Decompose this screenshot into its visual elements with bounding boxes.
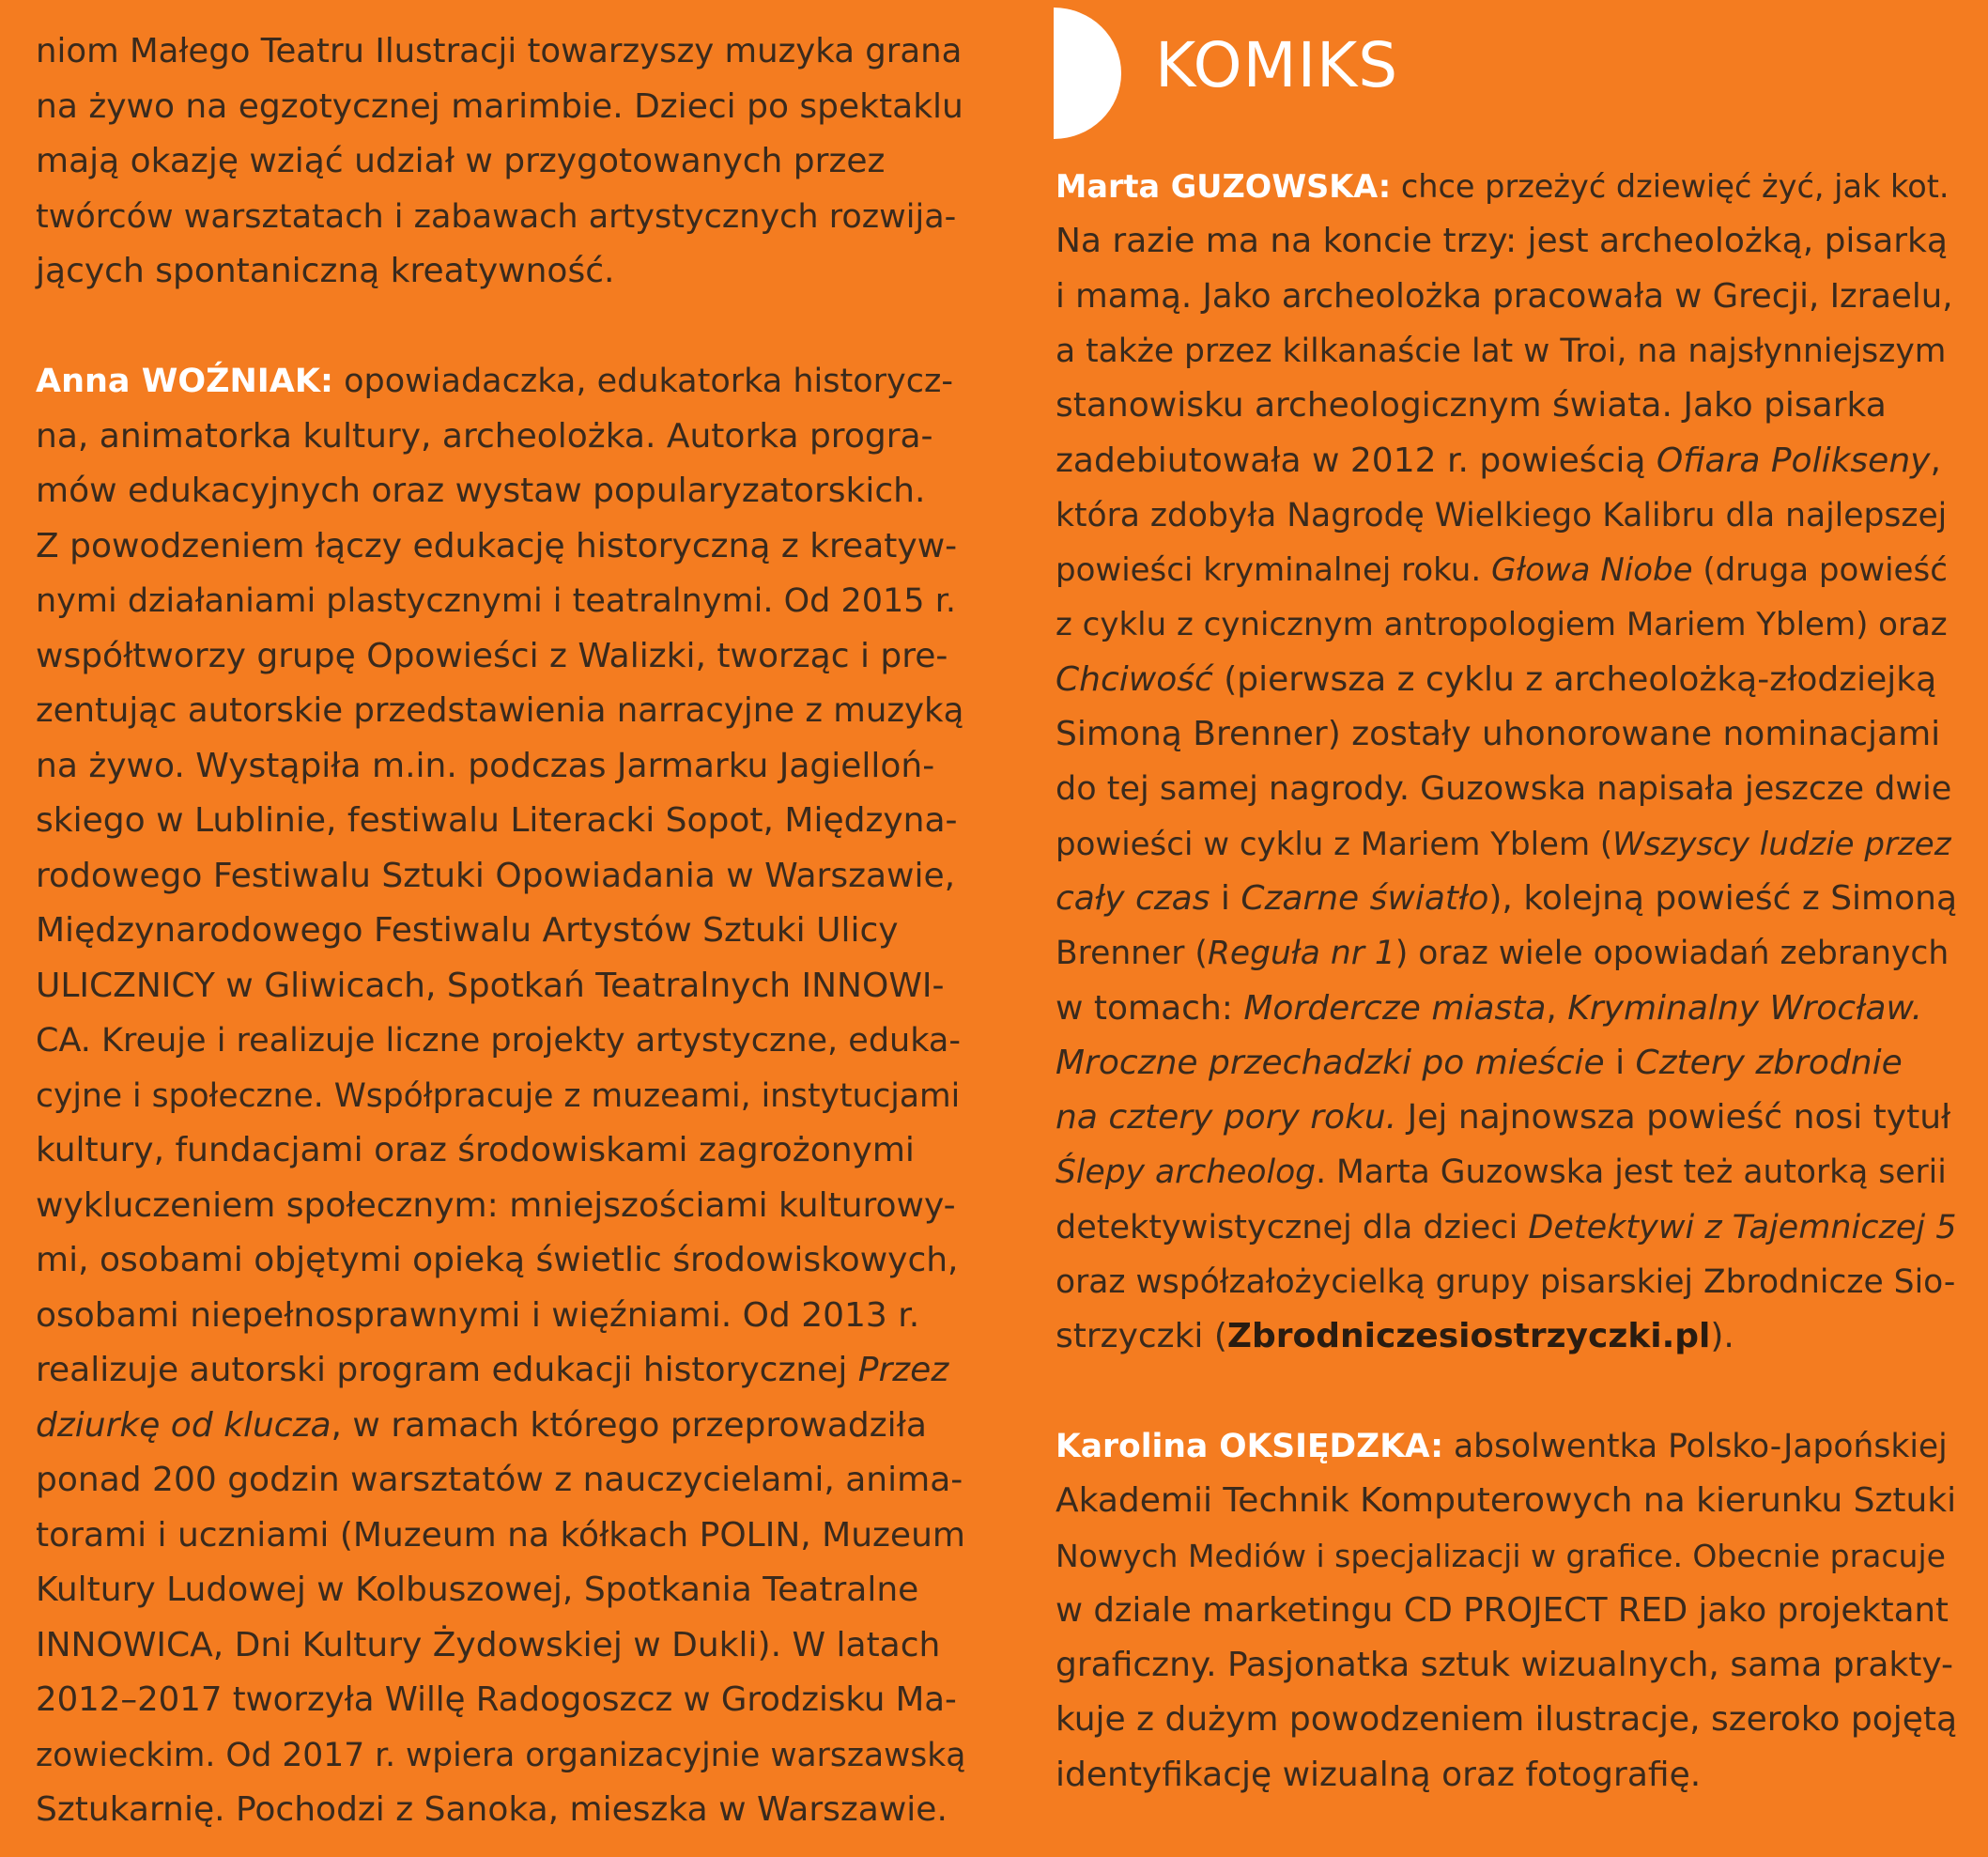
text-run: na żywo. Wystąpiła m.in. podczas Jarmarku Jagielloń-: [36, 746, 935, 785]
text-line: [36, 959, 945, 1014]
text-run: a także przez kilkanaście lat w Troi, na najsłynniejszym: [1056, 332, 1947, 370]
text-run: i: [1210, 878, 1241, 918]
text-run: strzyczki (: [1056, 1317, 1227, 1356]
text-run: Międzynarodowego Festiwalu Artystów Sztuki Ulicy: [36, 911, 899, 950]
text-line: [1056, 1255, 1955, 1309]
text-line: [36, 574, 956, 628]
text-run: Z powodzeniem łączy edukację historyczną z kreatyw-: [36, 526, 958, 565]
text-run: skiego w Lublinie, festiwalu Literacki Sopot, Międzyna-: [36, 801, 958, 840]
text-line: [36, 464, 925, 518]
text-run: powieści w cyklu z Mariem Yblem (: [1056, 825, 1613, 863]
text-run: ,: [1546, 988, 1568, 1028]
text-line: [1056, 270, 1953, 324]
text-run: z cyklu z cynicznym antropologiem Mariem Yblem) oraz: [1056, 606, 1948, 644]
text-line: [36, 849, 955, 904]
book-title: cały czas: [1056, 878, 1210, 918]
text-run: Brenner (: [1056, 935, 1208, 973]
text-line: [36, 1728, 965, 1783]
book-title: Reguła nr 1: [1207, 935, 1395, 973]
text-run: ) oraz wiele opowiadań zebranych: [1395, 935, 1949, 973]
book-title: Wszyscy ludzie przez: [1612, 825, 1951, 863]
text-run: kultury, fundacjami oraz środowiskami zagrożonymi: [36, 1131, 915, 1169]
text-run: która zdobyła Nagrodę Wielkiego Kalibru dla najlepszej: [1056, 496, 1948, 534]
text-line: [1056, 597, 1948, 652]
text-line: [36, 1783, 948, 1837]
text-line: [36, 1179, 956, 1233]
text-run: w dziale marketingu CD PROJECT RED jako projektant: [1056, 1590, 1949, 1630]
text-line: [1056, 982, 1922, 1036]
text-line: [36, 1509, 965, 1563]
book-title: Ślepy archeolog: [1056, 1153, 1317, 1192]
text-line: [1056, 434, 1941, 488]
text-run: oraz współzałożycielką grupy pisarskiej Zbrodnicze Sio-: [1056, 1263, 1956, 1301]
text-line: [36, 410, 933, 464]
text-run: nymi działaniami plastycznymi i teatralnymi. Od 2015 r.: [36, 582, 956, 620]
text-line: [36, 1563, 918, 1617]
half-circle-icon: [1054, 8, 1121, 139]
text-line: [1056, 762, 1951, 816]
text-run: zowieckim. Od 2017 r. wpiera organizacyjnie warszawską: [36, 1736, 966, 1774]
text-line: [1056, 1091, 1950, 1145]
book-title: Kryminalny Wrocław.: [1567, 988, 1923, 1028]
text-line: [36, 190, 956, 244]
book-title: na cztery pory roku.: [1056, 1098, 1397, 1137]
text-run: identyfikację wizualną oraz fotografię.: [1056, 1755, 1702, 1794]
text-line: [36, 80, 963, 134]
text-line: [36, 134, 885, 189]
text-line: [36, 1453, 963, 1508]
text-run: ponad 200 godzin warsztatów z nauczycielami, anima-: [36, 1461, 963, 1499]
text-run: stanowisku archeologicznym świata. Jako pisarka: [1056, 386, 1887, 426]
text-line: [36, 244, 614, 299]
book-title: dziurkę od klucza: [36, 1405, 331, 1445]
text-line: [36, 354, 953, 409]
website-link: Zbrodniczesiostrzyczki.pl: [1226, 1317, 1711, 1356]
text-run: , w ramach którego przeprowadziła: [331, 1405, 927, 1445]
text-run: zadebiutowała w 2012 r. powieścią: [1056, 441, 1657, 480]
book-title: Detektywi z Tajemniczej 5: [1528, 1208, 1957, 1246]
text-run: Sztukarnię. Pochodzi z Sanoka, mieszka w Warszawie.: [36, 1790, 948, 1829]
text-run: Na razie ma na koncie trzy: jest archeolożką, pisarką: [1056, 222, 1948, 261]
text-line: [1056, 707, 1940, 762]
person-name: Karolina OKSIĘDZKA:: [1056, 1427, 1444, 1465]
text-line: [36, 1343, 948, 1398]
text-line: [36, 1123, 915, 1178]
book-title: Mroczne przechadzki po mieście: [1056, 1043, 1605, 1082]
text-line: [1056, 653, 1936, 707]
text-run: graficzny. Pasjonatka sztuk wizualnych, sama prakty-: [1056, 1646, 1954, 1685]
text-line: [36, 1069, 960, 1123]
person-name: Marta GUZOWSKA:: [1056, 168, 1392, 205]
section-title: KOMIKS: [1155, 29, 1399, 101]
text-run: ).: [1710, 1317, 1734, 1356]
book-title: Czarne światło: [1241, 878, 1489, 918]
book-title: Cztery zbrodnie: [1635, 1043, 1903, 1082]
text-run: torami i uczniami (Muzeum na kółkach POLIN, Muzeum: [36, 1515, 965, 1555]
person-name: Anna WOŹNIAK:: [36, 363, 333, 400]
text-run: twórców warsztatach i zabawach artystycznych rozwija-: [36, 197, 957, 236]
text-line: [36, 1399, 927, 1453]
text-line: [36, 739, 934, 794]
text-run: opowiadaczka, edukatorka historycz-: [332, 363, 953, 400]
text-run: niom Małego Teatru Ilustracji towarzyszy muzyka grana: [36, 32, 963, 70]
text-line: [1056, 1638, 1953, 1693]
text-line: [1056, 1748, 1701, 1803]
text-run: do tej samej nagrody. Guzowska napisała jeszcze dwie: [1056, 770, 1952, 809]
text-run: ), kolejną powieść z Simoną: [1488, 878, 1958, 918]
text-run: kuje z dużym powodzeniem ilustracje, szeroko pojętą: [1056, 1700, 1958, 1740]
text-line: [1056, 543, 1948, 597]
text-run: i: [1604, 1043, 1636, 1082]
text-run: na, animatorka kultury, archeolożka. Autorka progra-: [36, 416, 933, 456]
text-line: [1056, 1474, 1956, 1528]
text-line: [1056, 926, 1949, 981]
book-title: Przez: [857, 1351, 949, 1389]
text-run: CA. Kreuje i realizuje liczne projekty artystyczne, eduka-: [36, 1022, 961, 1060]
text-run: (druga powieść: [1692, 551, 1948, 590]
book-title: Ofiara Polikseny: [1656, 441, 1931, 480]
text-run: ULICZNICY w Gliwicach, Spotkań Teatralnych INNOWI-: [36, 966, 945, 1005]
text-run: realizuje autorski program edukacji historycznej: [36, 1351, 858, 1389]
text-run: osobami niepełnosprawnymi i więźniami. Od 2013 r.: [36, 1295, 920, 1335]
text-line: [1056, 1200, 1956, 1255]
text-run: Akademii Technik Komputerowych na kierunku Sztuki: [1056, 1481, 1957, 1521]
text-line: [36, 1618, 940, 1673]
text-run: (pierwsza z cyklu z archeolożką-złodziejką: [1212, 659, 1937, 699]
text-run: 2012–2017 tworzyła Willę Radogoszcz w Grodzisku Ma-: [36, 1680, 957, 1719]
text-line: [36, 519, 957, 574]
text-line: [36, 794, 958, 848]
book-title: Mordercze miasta: [1243, 988, 1547, 1028]
text-line: [1056, 1036, 1903, 1091]
text-line: [1056, 872, 1957, 926]
text-run: na żywo na egzotycznej marimbie. Dzieci po spektaklu: [36, 86, 963, 126]
text-line: [1056, 817, 1951, 872]
text-line: [1056, 1145, 1947, 1199]
text-run: cyjne i społeczne. Współpracuje z muzeami, instytucjami: [36, 1076, 961, 1115]
text-line: [1056, 488, 1947, 543]
text-line: [1056, 379, 1887, 433]
text-run: mi, osobami objętymi opieką świetlic środowiskowych,: [36, 1241, 959, 1279]
text-line: [36, 904, 899, 958]
book-title: Chciwość: [1056, 659, 1213, 699]
text-line: [36, 1233, 959, 1288]
text-run: wykluczeniem społecznym: mniejszościami kulturowy-: [36, 1185, 956, 1225]
text-line: [1056, 160, 1949, 214]
text-run: Jej najnowsza powieść nosi tytuł: [1396, 1098, 1951, 1137]
text-run: . Marta Guzowska jest też autorką serii: [1316, 1153, 1947, 1192]
text-run: chce przeżyć dziewięć żyć, jak kot.: [1391, 168, 1949, 205]
text-run: mają okazję wziąć udział w przygotowanych przez: [36, 142, 886, 180]
text-line: [1056, 324, 1946, 379]
text-run: Simoną Brenner) zostały uhonorowane nominacjami: [1056, 715, 1941, 753]
text-run: współtworzy grupę Opowieści z Walizki, tworząc i pre-: [36, 636, 948, 675]
text-run: jących spontaniczną kreatywność.: [36, 252, 615, 290]
text-line: [1056, 1309, 1734, 1364]
text-run: mów edukacyjnych oraz wystaw popularyzatorskich.: [36, 472, 926, 510]
text-run: INNOWICA, Dni Kultury Żydowskiej w Dukli). W latach: [36, 1625, 941, 1664]
text-run: Kultury Ludowej w Kolbuszowej, Spotkania Teatralne: [36, 1571, 919, 1609]
book-title: Głowa Niobe: [1490, 551, 1693, 590]
text-line: [36, 1014, 961, 1068]
text-line: [36, 24, 962, 79]
text-run: w tomach:: [1056, 988, 1244, 1028]
text-run: zentując autorskie przedstawienia narracyjne z muzyką: [36, 691, 964, 730]
text-line: [36, 1673, 957, 1727]
text-line: [1056, 1584, 1949, 1638]
text-line: [1056, 214, 1948, 269]
text-line: [1056, 1419, 1948, 1474]
text-run: detektywistycznej dla dzieci: [1056, 1208, 1529, 1246]
text-run: i mamą. Jako archeolożka pracowała w Grecji, Izraelu,: [1056, 276, 1953, 316]
text-run: rodowego Festiwalu Sztuki Opowiadania w Warszawie,: [36, 856, 956, 895]
text-run: Nowych Mediów i specjalizacji w grafice. Obecnie pracuje: [1056, 1537, 1946, 1574]
text-line: [1056, 1529, 1946, 1584]
text-run: ,: [1930, 441, 1941, 480]
text-run: absolwentka Polsko-Japońskiej: [1443, 1427, 1948, 1465]
text-run: powieści kryminalnej roku.: [1056, 551, 1491, 590]
text-line: [36, 684, 963, 738]
text-line: [1056, 1693, 1957, 1747]
text-line: [36, 1289, 919, 1343]
text-line: [36, 629, 948, 684]
